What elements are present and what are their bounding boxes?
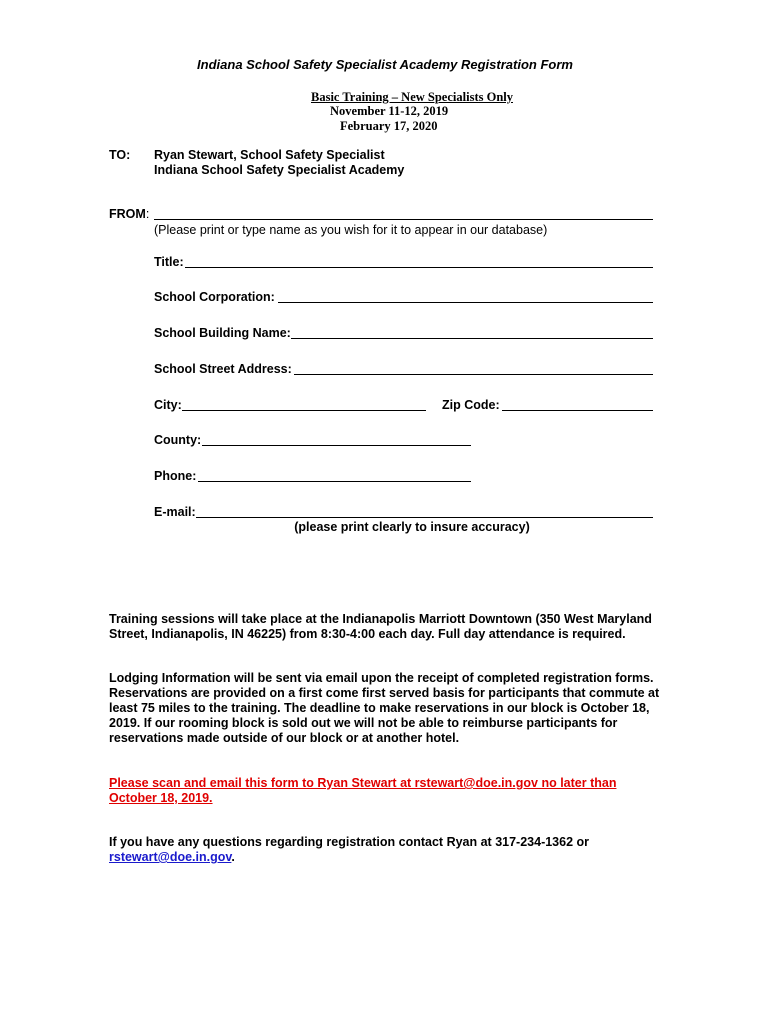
session-date-1: November 11-12, 2019: [330, 104, 449, 118]
city-input[interactable]: [182, 410, 426, 411]
session-date-2: February 17, 2020: [340, 119, 438, 133]
school-corporation-input[interactable]: [278, 302, 653, 303]
school-address-label: School Street Address:: [154, 362, 292, 376]
to-recipient-org: Indiana School Safety Specialist Academy: [154, 163, 405, 177]
form-subtitle: Basic Training – New Specialists Only: [311, 90, 513, 104]
school-corporation-label: School Corporation:: [154, 290, 275, 304]
deadline-notice: Please scan and email this form to Ryan Stewart at rstewart@doe.in.gov no later than October 18, 2019.: [109, 776, 617, 805]
email-input[interactable]: [196, 517, 653, 518]
lodging-info: Lodging Information will be sent via email upon the receipt of completed registration forms. Reservations are provided on a first come first served basis for participants that commute at least 75 miles to the training. The deadline to make reservations in our block is October 18, 2019. If our rooming block is sold out we will not be able to reimburse participants for reservations made outside of our block or at another hotel.: [109, 671, 660, 745]
county-label: County:: [154, 433, 202, 447]
contact-text: If you have any questions regarding registration contact Ryan at 317-234-1362 or: [109, 835, 590, 849]
to-label: TO:: [109, 148, 131, 162]
from-note: (Please print or type name as you wish for it to appear in our database): [154, 223, 548, 237]
from-label: FROM:: [109, 207, 150, 221]
school-building-label: School Building Name:: [154, 326, 291, 340]
email-label: E-mail:: [154, 505, 196, 519]
title-label: Title:: [154, 255, 184, 269]
zip-code-label: Zip Code:: [442, 398, 500, 412]
contact-info: [109, 835, 669, 865]
from-name-input[interactable]: [154, 219, 653, 220]
title-input[interactable]: [185, 267, 653, 268]
phone-label: Phone:: [154, 469, 197, 483]
email-note: (please print clearly to insure accuracy): [294, 520, 530, 534]
city-label: City:: [154, 398, 182, 412]
school-building-input[interactable]: [291, 338, 653, 339]
to-recipient-name: Ryan Stewart, School Safety Specialist: [154, 148, 385, 162]
phone-input[interactable]: [198, 481, 471, 482]
contact-suffix: .: [231, 850, 235, 864]
county-input[interactable]: [202, 445, 471, 446]
school-address-input[interactable]: [294, 374, 653, 375]
contact-email-link[interactable]: rstewart@doe.in.gov: [109, 850, 232, 864]
form-title: Indiana School Safety Specialist Academy Registration Form: [197, 57, 573, 72]
training-info: Training sessions will take place at the Indianapolis Marriott Downtown (350 West Maryland Street, Indianapolis, IN 46225) from 8:30-4:00 each day. Full day attendance is required.: [109, 612, 652, 641]
zip-code-input[interactable]: [502, 410, 653, 411]
